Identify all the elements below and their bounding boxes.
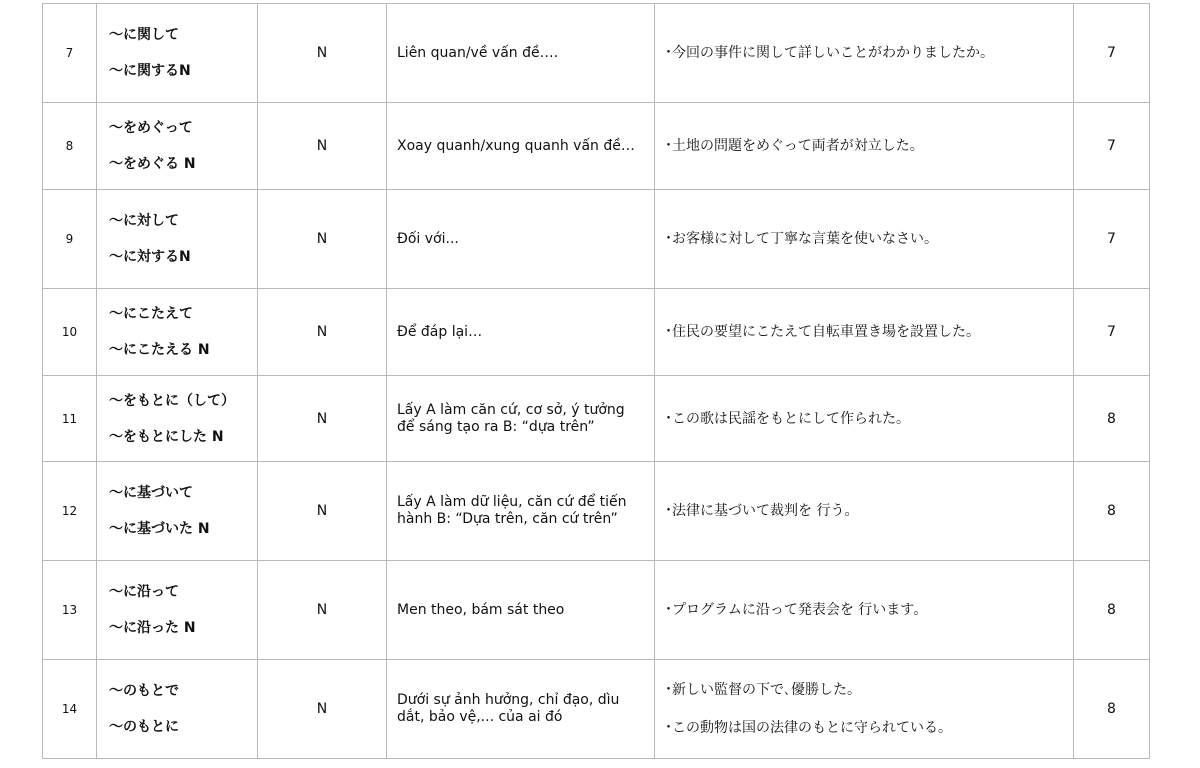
lesson-number: 8 [1074, 462, 1150, 561]
example [655, 103, 1074, 190]
row-number: 9 [43, 190, 97, 289]
word-type: N [258, 660, 387, 759]
lesson-number: 7 [1074, 4, 1150, 103]
example-sentence: ･今回の事件に関して詳しいことがわかりましたか。 [665, 45, 994, 61]
lesson-number: 7 [1074, 289, 1150, 376]
word-type: N [258, 462, 387, 561]
example [655, 462, 1074, 561]
pattern-form: ～に沿って [109, 584, 179, 600]
example [655, 4, 1074, 103]
lesson-number: 8 [1074, 660, 1150, 759]
table-row [43, 660, 1150, 759]
example-sentence: ･この動物は国の法律のもとに守られている。 [665, 720, 952, 736]
pattern-form: ～に対するN [109, 249, 191, 265]
grammar-pattern [97, 4, 258, 103]
table-row [43, 289, 1150, 376]
grammar-pattern [97, 103, 258, 190]
word-type: N [258, 4, 387, 103]
table-row [43, 561, 1150, 660]
grammar-pattern [97, 376, 258, 462]
lesson-number: 8 [1074, 376, 1150, 462]
row-number: 10 [43, 289, 97, 376]
table-row [43, 190, 1150, 289]
pattern-form: ～に対して [109, 213, 179, 229]
row-number: 11 [43, 376, 97, 462]
pattern-form: ～に関するN [109, 63, 191, 79]
row-number: 13 [43, 561, 97, 660]
grammar-pattern [97, 561, 258, 660]
pattern-form: ～をもとに（して） [109, 392, 235, 409]
pattern-form: ～に関して [109, 27, 179, 43]
meaning: Xoay quanh/xung quanh vấn đề… [387, 103, 655, 190]
lesson-number: 7 [1074, 103, 1150, 190]
example-sentence: ･新しい監督の下で､優勝した。 [665, 682, 861, 698]
table-row [43, 4, 1150, 103]
example-sentence: ･法律に基づいて裁判を 行う。 [665, 503, 859, 519]
pattern-form: ～に基づいた N [109, 521, 210, 537]
example [655, 190, 1074, 289]
table-row [43, 462, 1150, 561]
meaning: Lấy A làm dữ liệu, căn cứ để tiến hành B: “Dựa trên, căn cứ trên” [387, 462, 655, 561]
meaning: Để đáp lại… [387, 289, 655, 376]
word-type: N [258, 190, 387, 289]
row-number: 12 [43, 462, 97, 561]
pattern-form: ～をめぐって [109, 120, 193, 136]
lesson-number: 7 [1074, 190, 1150, 289]
row-number: 14 [43, 660, 97, 759]
example-sentence: ･お客様に対して丁寧な言葉を使いなさい。 [665, 231, 938, 247]
row-number: 7 [43, 4, 97, 103]
word-type: N [258, 561, 387, 660]
example-sentence: ･この歌は民謡をもとにして作られた。 [665, 410, 910, 427]
pattern-form: ～に沿った N [109, 620, 196, 636]
example-sentence: ･住民の要望にこたえて自転車置き場を設置した。 [665, 324, 980, 340]
row-number: 8 [43, 103, 97, 190]
meaning: Dưới sự ảnh hưởng, chỉ đạo, dìu dắt, bảo vệ,... của ai đó [387, 660, 655, 759]
example [655, 561, 1074, 660]
grammar-pattern [97, 190, 258, 289]
word-type: N [258, 289, 387, 376]
grammar-pattern [97, 289, 258, 376]
pattern-form: ～にこたえる N [109, 342, 210, 358]
word-type: N [258, 103, 387, 190]
pattern-form: ～のもとに [109, 719, 179, 735]
pattern-form: ～をめぐる N [109, 156, 196, 172]
example [655, 376, 1074, 462]
grammar-pattern [97, 462, 258, 561]
lesson-number: 8 [1074, 561, 1150, 660]
word-type: N [258, 376, 387, 462]
meaning: Men theo, bám sát theo [387, 561, 655, 660]
table-row [43, 103, 1150, 190]
example [655, 289, 1074, 376]
pattern-form: ～に基づいて [109, 485, 193, 501]
pattern-form: ～をもとにした N [109, 428, 224, 445]
example-sentence: ･プログラムに沿って発表会を 行います。 [665, 602, 928, 618]
meaning: Lấy A làm căn cứ, cơ sở, ý tưởng để sáng tạo ra B: “dựa trên” [387, 376, 655, 462]
grammar-table [42, 3, 1150, 759]
pattern-form: ～にこたえて [109, 306, 193, 322]
pattern-form: ～のもとで [109, 683, 179, 699]
meaning: Liên quan/về vấn đề…. [387, 4, 655, 103]
example [655, 660, 1074, 759]
meaning: Đối với... [387, 190, 655, 289]
table-row [43, 376, 1150, 462]
example-sentence: ･土地の問題をめぐって両者が対立した。 [665, 138, 924, 154]
grammar-pattern [97, 660, 258, 759]
